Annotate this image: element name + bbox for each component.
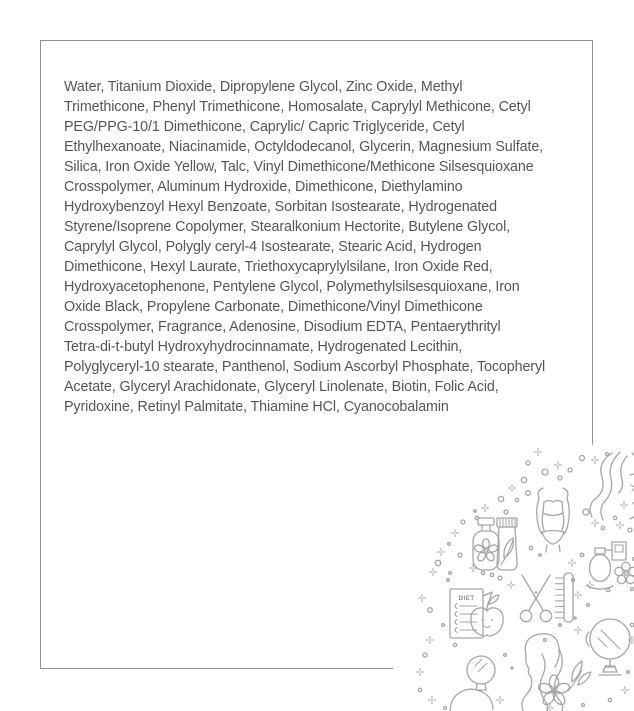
ingredients-line: Styrene/Isoprene Copolymer, Stearalkonium Hectorite, Butylene Glycol, bbox=[64, 219, 511, 235]
ingredients-line: Acetate, Glyceryl Arachidonate, Glyceryl Linolenate, Biotin, Folic Acid, bbox=[64, 379, 499, 395]
diet-label: DIET bbox=[458, 595, 475, 602]
ingredients-line: PEG/PPG-10/1 Dimethicone, Caprylic/ Capric Triglyceride, Cetyl bbox=[64, 119, 465, 135]
ingredients-line: Oxide Black, Propylene Carbonate, Dimethicone/Vinyl Dimethicone bbox=[64, 299, 483, 315]
ingredients-line: Hydroxybenzoyl Hexyl Benzoate, Sorbitan Isostearate, Hydrogenated bbox=[64, 199, 497, 215]
pattern-circle-background bbox=[392, 439, 634, 711]
ingredients-line: Water, Titanium Dioxide, Dipropylene Glycol, Zinc Oxide, Methyl bbox=[64, 79, 463, 95]
ingredients-line: Hydroxyacetophenone, Pentylene Glycol, Polymethylsilsesquioxane, Iron bbox=[64, 279, 520, 295]
sparkle-icon bbox=[534, 448, 541, 455]
ingredients-line: Dimethicone, Hexyl Laurate, Triethoxycaprylylsilane, Iron Oxide Red, bbox=[64, 259, 493, 275]
ingredients-line: Caprylyl Glycol, Polygly ceryl-4 Isostearate, Stearic Acid, Hydrogen bbox=[64, 239, 482, 255]
ingredients-text bbox=[64, 77, 569, 417]
dot-decoration bbox=[526, 461, 530, 465]
beauty-icons-pattern bbox=[392, 439, 634, 711]
ingredients-line: Silica, Iron Oxide Yellow, Talc, Vinyl Dimethicone/Methicone Silsesquioxane bbox=[64, 159, 534, 175]
ingredients-line: Ethylhexanoate, Niacinamide, Octyldodecanol, Glycerin, Magnesium Sulfate, bbox=[64, 139, 544, 155]
ingredients-line: Crosspolymer, Fragrance, Adenosine, Disodium EDTA, Pentaerythrityl bbox=[64, 319, 501, 335]
ingredients-line: Crosspolymer, Aluminum Hydroxide, Dimethicone, Diethylamino bbox=[64, 179, 463, 195]
ingredients-line: Pyridoxine, Retinyl Palmitate, Thiamine HCl, Cyanocobalamin bbox=[64, 399, 449, 415]
ingredients-line: Polyglyceryl-10 stearate, Panthenol, Sodium Ascorbyl Phosphate, Tocopheryl bbox=[64, 359, 546, 375]
ingredients-line: Tetra-di-t-butyl Hydroxyhydrocinnamate, Hydrogenated Lecithin, bbox=[64, 339, 463, 355]
ingredients-line: Trimethicone, Phenyl Trimethicone, Homosalate, Caprylyl Methicone, Cetyl bbox=[64, 99, 531, 115]
